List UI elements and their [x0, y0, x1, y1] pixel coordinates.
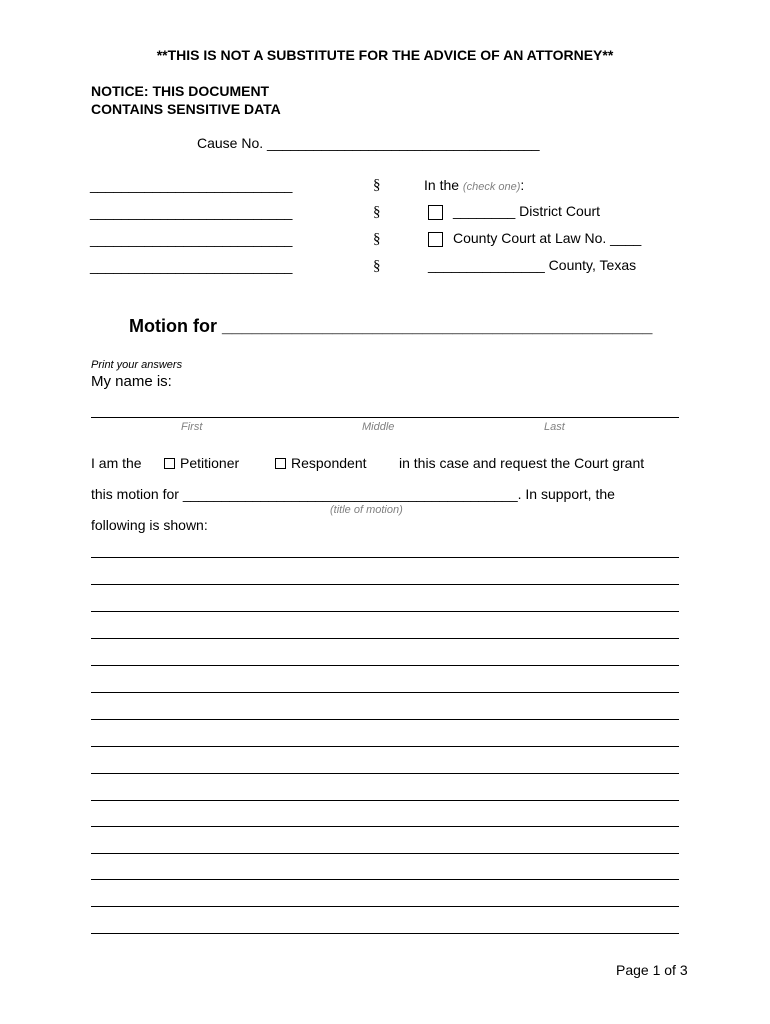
answer-line[interactable]: [91, 584, 679, 585]
respondent-label: Respondent: [291, 455, 367, 471]
my-name-label: My name is:: [91, 373, 172, 390]
answer-line[interactable]: [91, 692, 679, 693]
section-symbol: §: [373, 231, 381, 247]
answer-line[interactable]: [91, 853, 679, 854]
party-name-blank[interactable]: __________________________: [90, 258, 293, 274]
respondent-checkbox[interactable]: [275, 458, 286, 469]
motion-title-field[interactable]: Motion for ___________________________________________: [129, 316, 653, 336]
answer-line[interactable]: [91, 557, 679, 558]
disclaimer-heading: **THIS IS NOT A SUBSTITUTE FOR THE ADVICE OF AN ATTORNEY**: [156, 47, 614, 63]
answer-line[interactable]: [91, 906, 679, 907]
petitioner-option[interactable]: [164, 455, 239, 471]
answer-line[interactable]: [91, 879, 679, 880]
i-am-the-label: I am the: [91, 455, 142, 471]
section-symbol: §: [373, 258, 381, 274]
answer-line[interactable]: [91, 746, 679, 747]
motion-title-inline-field[interactable]: this motion for ___________________________________________. In support, the: [91, 486, 615, 502]
title-of-motion-hint: (title of motion): [330, 504, 403, 516]
answer-line[interactable]: [91, 638, 679, 639]
county-texas-field[interactable]: _______________ County, Texas: [428, 257, 637, 273]
colon: :: [520, 177, 525, 193]
following-shown-label: following is shown:: [91, 517, 208, 533]
party-name-blank[interactable]: __________________________: [90, 177, 293, 193]
party-name-blank[interactable]: __________________________: [90, 231, 293, 247]
party-name-blank[interactable]: __________________________: [90, 204, 293, 220]
answer-line[interactable]: [91, 773, 679, 774]
answer-line[interactable]: [91, 611, 679, 612]
in-the-text: In the: [424, 177, 460, 193]
petitioner-label: Petitioner: [180, 455, 240, 471]
answer-line[interactable]: [91, 826, 679, 827]
last-name-hint: Last: [544, 421, 565, 433]
respondent-option[interactable]: [275, 455, 367, 471]
district-court-label: ________ District Court: [453, 203, 601, 219]
cause-number-field[interactable]: Cause No. ___________________________________: [197, 135, 540, 151]
notice-line-1: NOTICE: THIS DOCUMENT: [91, 83, 270, 99]
request-text: in this case and request the Court grant: [399, 455, 645, 471]
notice-line-2: CONTAINS SENSITIVE DATA: [91, 101, 281, 117]
section-symbol: §: [373, 177, 381, 193]
answer-line[interactable]: [91, 719, 679, 720]
answer-line[interactable]: [91, 800, 679, 801]
answer-line[interactable]: [91, 933, 679, 934]
petitioner-checkbox[interactable]: [164, 458, 175, 469]
name-input-line[interactable]: [91, 417, 679, 418]
page-number: Page 1 of 3: [616, 962, 688, 978]
check-one-hint: (check one): [462, 181, 521, 193]
county-court-label: County Court at Law No. ____: [453, 230, 642, 246]
in-the-label: [424, 177, 524, 193]
print-answers-note: Print your answers: [91, 359, 183, 371]
county-court-checkbox[interactable]: [428, 232, 443, 247]
answer-line[interactable]: [91, 665, 679, 666]
first-name-hint: First: [181, 421, 203, 433]
district-court-checkbox[interactable]: [428, 205, 443, 220]
middle-name-hint: Middle: [362, 421, 395, 433]
section-symbol: §: [373, 204, 381, 220]
